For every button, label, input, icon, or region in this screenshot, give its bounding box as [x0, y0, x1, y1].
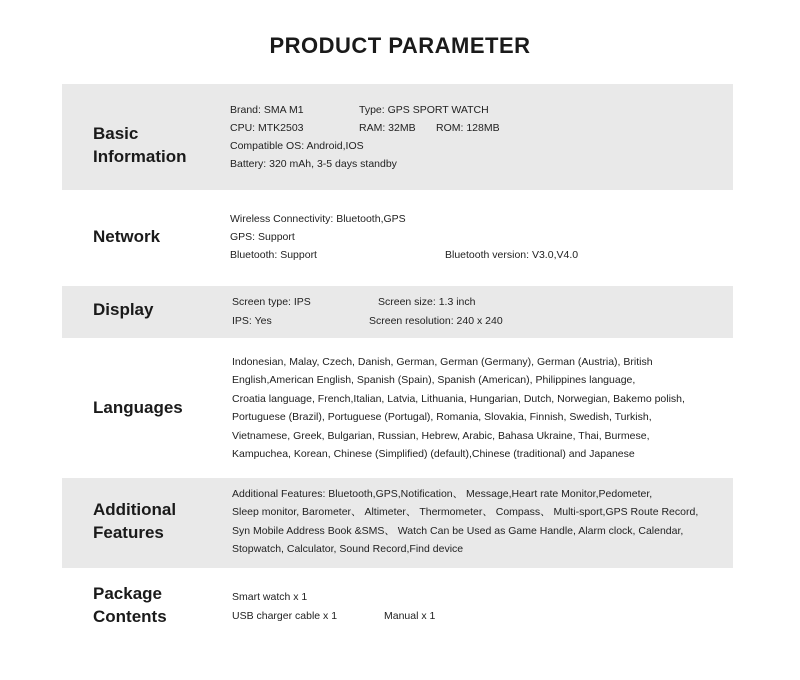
value-cpu: CPU: MTK2503	[230, 122, 304, 134]
row-display	[62, 286, 733, 338]
features-list	[232, 485, 712, 559]
value-bluetooth-version: Bluetooth version: V3.0,V4.0	[445, 249, 579, 261]
features-line: Additional Features: Bluetooth,GPS,Notification、 Message,Heart rate Monitor,Pedometer,	[232, 488, 653, 500]
value-ips: IPS: Yes	[232, 315, 272, 327]
value-brand: Brand: SMA M1	[230, 104, 304, 116]
value-wireless: Wireless Connectivity: Bluetooth,GPS	[230, 213, 406, 225]
value-screen-size: Screen size: 1.3 inch	[378, 296, 476, 308]
value-gps: GPS: Support	[230, 231, 295, 243]
languages-line: Vietnamese, Greek, Bulgarian, Russian, Hebrew, Arabic, Bahasa Ukraine, Thai, Burmese,	[232, 429, 650, 442]
value-os: Compatible OS: Android,IOS	[230, 140, 364, 152]
languages-line: Croatia language, French,Italian, Latvia, Lithuania, Hungarian, Dutch, Norwegian, Bakemo polish,	[232, 392, 685, 405]
label-line: Basic	[93, 124, 139, 143]
label-line: Contents	[93, 607, 167, 626]
value-type: Type: GPS SPORT WATCH	[359, 104, 489, 116]
value-bluetooth: Bluetooth: Support	[230, 249, 317, 261]
languages-line: Portuguese (Brazil), Portuguese (Portugal), Romania, Slovakia, Finnish, Swedish, Turkish,	[232, 411, 652, 424]
features-line: Stopwatch, Calculator, Sound Record,Find device	[232, 543, 464, 556]
value-manual: Manual x 1	[384, 610, 436, 622]
label-line: Additional	[93, 500, 177, 519]
label-additional-features	[93, 498, 176, 544]
row-languages	[62, 338, 733, 478]
label-display: Display	[93, 300, 154, 319]
label-languages: Languages	[93, 398, 183, 417]
value-ram: RAM: 32MB	[359, 122, 416, 134]
label-network: Network	[93, 227, 161, 246]
value-usb-cable: USB charger cable x 1	[232, 610, 338, 622]
row-additional-features	[62, 478, 733, 568]
label-basic-information	[93, 122, 187, 168]
page-title: PRODUCT PARAMETER	[269, 33, 531, 58]
features-line: Syn Mobile Address Book &SMS、 Watch Can be Used as Game Handle, Alarm clock, Calendar,	[232, 524, 684, 537]
row-package-contents	[62, 568, 733, 658]
features-line: Sleep monitor, Barometer、 Altimeter、 Thermometer、 Compass、 Multi-sport,GPS Route Record,	[232, 506, 699, 519]
label-line: Package	[93, 584, 162, 603]
label-line: Information	[93, 147, 187, 166]
languages-line: Kampuchea, Korean, Chinese (Simplified) (default),Chinese (traditional) and Japanese	[232, 448, 635, 461]
label-package-contents	[93, 582, 167, 628]
languages-line: English,American English, Spanish (Spain), Spanish (American), Philippines language,	[232, 374, 636, 387]
value-screen-type: Screen type: IPS	[232, 296, 311, 308]
value-rom: ROM: 128MB	[436, 122, 500, 134]
languages-line: Indonesian, Malay, Czech, Danish, German, German (Germany), German (Austria), British	[232, 356, 653, 368]
value-resolution: Screen resolution: 240 x 240	[369, 315, 503, 327]
languages-list	[232, 353, 712, 463]
label-line: Features	[93, 523, 164, 542]
row-network	[62, 190, 733, 286]
row-basic-information	[62, 84, 733, 190]
value-battery: Battery: 320 mAh, 3-5 days standby	[230, 158, 397, 170]
value-smart-watch: Smart watch x 1	[232, 591, 308, 603]
